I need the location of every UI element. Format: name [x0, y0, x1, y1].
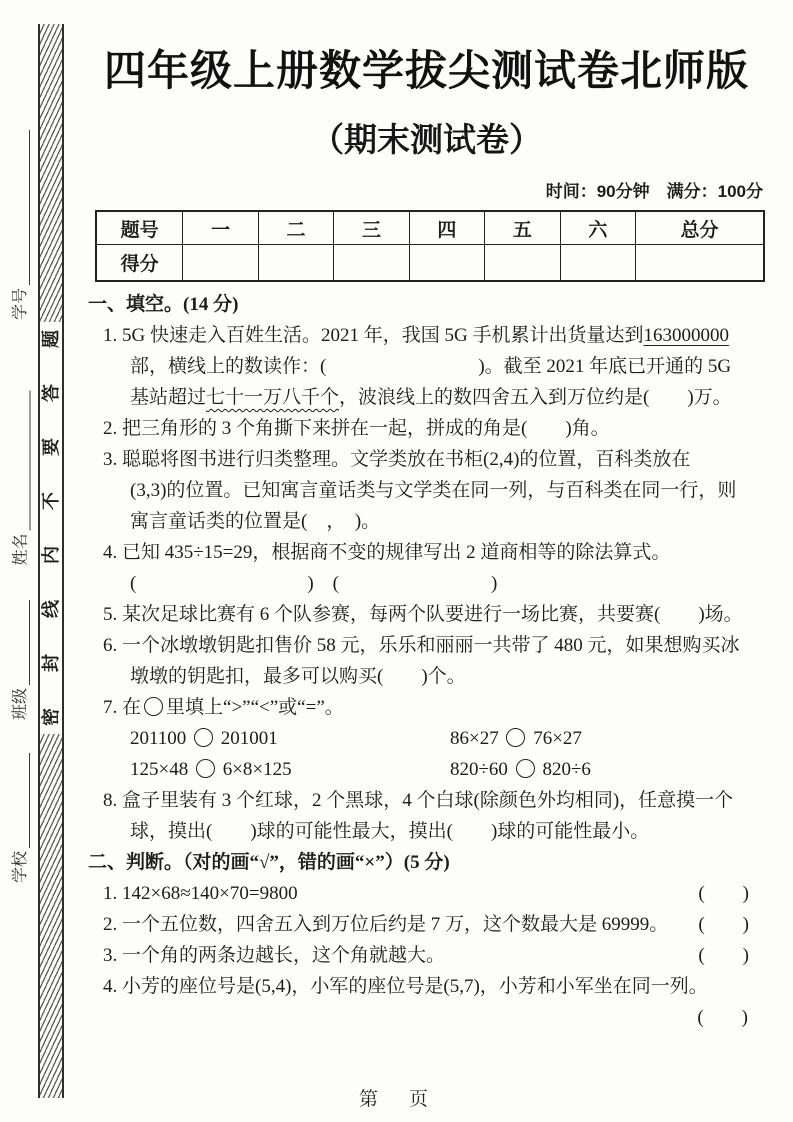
question-line: [88, 475, 765, 506]
page-subtitle: （期末测试卷）: [311, 121, 542, 158]
judge-statement: [103, 940, 445, 971]
question-line: [88, 568, 765, 599]
student-info-blank: [7, 130, 30, 285]
score-table-score-label: 得分: [96, 245, 183, 282]
underlined-text: 七十一万八千个: [206, 387, 340, 408]
question-text: ( ): [697, 1007, 748, 1028]
judge-statement: [103, 878, 298, 909]
question-text: 7. 在: [103, 697, 142, 718]
seal-hatch-top: [40, 24, 62, 322]
score-table-column-label: 一: [183, 211, 258, 245]
answer-bracket: ( ): [698, 883, 749, 904]
answer-bracket: ( ): [698, 945, 749, 966]
page-footer: 第 页: [358, 1089, 434, 1110]
comparison-left: [130, 723, 450, 754]
question-text: 基站超过: [130, 387, 207, 408]
comparison-circle: [506, 728, 525, 747]
question-line: [88, 537, 765, 568]
question-text: ，波浪线上的数四舍五入到万位约是( )万。: [339, 387, 732, 408]
question-line: [88, 444, 765, 475]
question-line: [88, 878, 765, 909]
student-info-blank: [7, 753, 30, 848]
seal-text-char: 封: [41, 654, 61, 672]
question-line: [88, 816, 765, 847]
question-line: [88, 413, 765, 444]
comparison-circle: [196, 759, 215, 778]
comparison-left: [130, 754, 450, 785]
student-info-label-text: 班级: [12, 687, 29, 720]
seal-text-char: 密: [41, 708, 61, 726]
score-table-header-row: [96, 211, 764, 245]
question-text: 6×8×125: [217, 759, 292, 780]
question-line: [88, 382, 765, 413]
judge-statement: [103, 909, 668, 940]
time-score-meta: 时间：90分钟 满分：100分: [545, 182, 763, 201]
question-line: [88, 661, 765, 692]
student-info-blank: [7, 600, 30, 685]
section-heading: 二、判断。（对的画“√”，错的画“×”）(5 分): [88, 852, 450, 873]
question-text: 201100: [130, 728, 192, 749]
page-title: 四年级上册数学拔尖测试卷北师版: [103, 47, 749, 94]
question-text: 墩墩的钥匙扣，最多可以购买( )个。: [130, 666, 466, 687]
question-text: 8. 盒子里装有 3 个红球，2 个黑球，4 个白球(除颜色外均相同)，任意摸一个: [103, 790, 734, 811]
question-text: 820÷60: [450, 759, 513, 780]
student-info-label: [8, 600, 30, 720]
question-text: 1. 5G 快速走入百姓生活。2021 年，我国 5G 手机累计出货量达到: [103, 325, 644, 346]
question-text: 里填上“>”“<”或“=”。: [166, 697, 344, 718]
question-line: [88, 506, 765, 537]
question-line: [88, 785, 765, 816]
question-line: [88, 940, 765, 971]
score-cell-empty: [636, 245, 764, 282]
score-table-column-label: 四: [409, 211, 484, 245]
student-info-label-text: 学号: [12, 287, 29, 320]
seal-hatch-bottom: [40, 734, 62, 1098]
question-text: 201001: [216, 728, 278, 749]
student-info-label: [8, 391, 30, 566]
question-text: 4. 已知 435÷15=29，根据商不变的规律写出 2 道商相等的除法算式。: [103, 542, 671, 563]
question-line: [88, 971, 765, 1002]
score-table-column-label: 六: [560, 211, 635, 245]
score-cell-empty: [409, 245, 484, 282]
question-text: 5. 某次足球比赛有 6 个队参赛，每两个队要进行一场比赛，共要赛( )场。: [103, 604, 743, 625]
student-info-label-text: 学校: [12, 850, 29, 883]
score-cell-empty: [258, 245, 333, 282]
question-text: 3. 一个角的两条边越长，这个角就越大。: [103, 945, 446, 966]
question-text: 125×48: [130, 759, 193, 780]
underlined-text: 163000000: [643, 325, 729, 346]
question-line: [88, 320, 765, 351]
question-line: [88, 909, 765, 940]
question-line: [88, 630, 765, 661]
question-line: [88, 599, 765, 630]
question-text: 寓言童话类的位置是( ， )。: [130, 511, 381, 532]
score-table: [95, 210, 765, 282]
score-table-column-label: 总分: [636, 211, 764, 245]
score-table-column-label: 三: [334, 211, 409, 245]
score-cell-empty: [334, 245, 409, 282]
comparison-circle: [194, 728, 213, 747]
question-text: 86×27: [450, 728, 504, 749]
score-table-score-row: [96, 245, 764, 282]
seal-text-char: 线: [41, 600, 61, 618]
question-text: 2. 把三角形的 3 个角撕下来拼在一起，拼成的角是( )角。: [103, 418, 610, 439]
comparison-right: [450, 723, 765, 754]
score-cell-empty: [183, 245, 258, 282]
question-text: 820÷6: [537, 759, 591, 780]
question-line: [88, 723, 765, 754]
questions-area: [88, 289, 765, 1033]
question-text: 4. 小芳的座位号是(5,4)，小军的座位号是(5,7)，小芳和小军坐在同一列。: [103, 976, 708, 997]
question-text: 1. 142×68≈140×70=9800: [103, 883, 298, 904]
seal-text: [40, 322, 62, 734]
student-info-label: [8, 753, 30, 883]
question-line: [88, 754, 765, 785]
answer-bracket: ( ): [698, 914, 749, 935]
question-text: 部，横线上的数读作：( )。截至 2021 年底已开通的 5G: [130, 356, 732, 377]
score-cell-empty: [485, 245, 560, 282]
score-table-column-label: 二: [258, 211, 333, 245]
question-text: 3. 聪聪将图书进行归类整理。文学类放在书柜(2,4)的位置，百科类放在: [103, 449, 691, 470]
student-info-label-text: 姓名: [12, 533, 29, 566]
question-text: 球，摸出( )球的可能性最大，摸出( )球的可能性最小。: [130, 821, 650, 842]
question-text: (3,3)的位置。已知寓言童话类与文学类在同一列，与百科类在同一行，则: [130, 480, 737, 501]
question-text: 76×27: [528, 728, 582, 749]
score-table-column-label: 五: [485, 211, 560, 245]
student-info-label: [8, 130, 30, 320]
section-heading: 一、填空。(14 分): [88, 294, 239, 315]
comparison-circle: [144, 697, 163, 716]
seal-text-char: 题: [41, 330, 61, 348]
question-line: [88, 692, 765, 723]
question-line: [88, 351, 765, 382]
comparison-circle: [516, 759, 535, 778]
seal-text-char: 要: [41, 438, 61, 456]
seal-text-char: 不: [41, 492, 61, 510]
seal-text-char: 内: [41, 546, 61, 564]
question-text: 2. 一个五位数，四舍五入到万位后约是 7 万，这个数最大是 69999。: [103, 914, 669, 935]
seal-text-char: 答: [41, 384, 61, 402]
seal-band: [38, 24, 64, 1098]
comparison-right: [450, 754, 765, 785]
student-info-blank: [7, 391, 30, 531]
score-table-header-label: 题号: [96, 211, 183, 245]
main-content: [88, 0, 765, 1033]
question-line: [88, 1002, 765, 1033]
question-text: 6. 一个冰墩墩钥匙扣售价 58 元，乐乐和丽丽一共带了 480 元，如果想购买冰: [103, 635, 740, 656]
score-cell-empty: [560, 245, 635, 282]
question-text: ( ) ( ): [130, 573, 498, 594]
